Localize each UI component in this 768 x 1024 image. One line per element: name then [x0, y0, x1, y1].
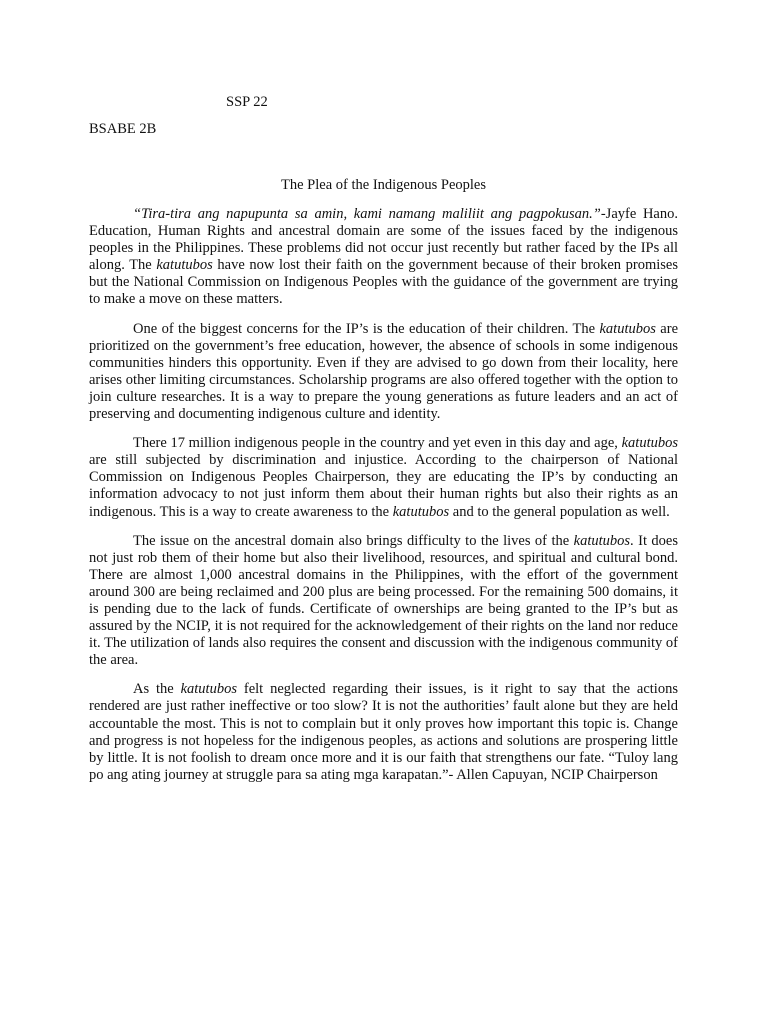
- italic-text-segment: katutubos: [621, 435, 678, 452]
- essay-paragraph: [89, 321, 678, 424]
- text-segment: are prioritized on the government’s free education, however, the absence of schools in some indigenous communities hinders this opportunity. Even if they are advised to go down from their locality, here arises other limiting circumstances. Scholarship programs are also offered together with the option to join culture researches. It is a way to prepare the young generations as future leaders and an act of preserving and documenting indigenous culture and identity.: [89, 320, 678, 423]
- text-segment: As the: [133, 681, 181, 698]
- class-section: BSABE 2B: [89, 121, 157, 137]
- text-segment: There 17 million indigenous people in the country and yet even in this day and age,: [133, 435, 622, 452]
- italic-text-segment: katutubos: [180, 681, 237, 698]
- essay-paragraph: [89, 681, 678, 784]
- essay-paragraph: [89, 533, 678, 670]
- italic-text-segment: katutubos: [599, 320, 656, 337]
- text-segment: and to the general population as well.: [449, 503, 670, 520]
- text-segment: One of the biggest concerns for the IP’s is the education of their children. The: [133, 320, 600, 337]
- essay-paragraph: [89, 206, 678, 309]
- text-segment: . It does not just rob them of their home but also their livelihood, resources, and spiritual and cultural bond. There are almost 1,000 ancestral domains in the Philippines, with the effort of the government around 300 are being reclaimed and 200 plus are being processed. For the remaining 500 domains, it is pending due to the lack of funds. Certificate of ownerships are being granted to the IP’s but as assured by the NCIP, it is not required for the acknowledgement of their rights on the land nor reduce it. The utilization of lands also requires the consent and discussion with the indigenous community of the area.: [89, 532, 679, 669]
- course-code: SSP 22: [226, 94, 268, 110]
- text-segment: have now lost their faith on the government because of their broken promises but the National Commission on Indigenous Peoples with the guidance of the government are trying to make a move on these matters.: [89, 257, 678, 308]
- italic-text-segment: katutubos: [573, 532, 631, 549]
- italic-text-segment: katutubos: [392, 503, 450, 520]
- essay-title: The Plea of the Indigenous Peoples: [281, 177, 486, 193]
- text-segment: The issue on the ancestral domain also brings difficulty to the lives of the: [133, 532, 574, 549]
- text-segment: -Jayfe Hano. Education, Human Rights and ancestral domain are some of the issues faced by the indigenous peoples in the Philippines. These problems did not occur just recently but rather faced by the IPs all along. The: [89, 206, 678, 274]
- italic-text-segment: “Tira-tira ang napupunta sa amin, kami namang maliliit ang pagpokusan.”: [133, 206, 601, 222]
- italic-text-segment: katutubos: [156, 257, 213, 274]
- essay-paragraph: [89, 435, 678, 520]
- essay-body: [89, 206, 678, 784]
- text-segment: are still subjected by discrimination and injustice. According to the chairperson of National Commission on Indigenous Peoples Chairperson, they are educating the IP’s by conducting an information advocacy to not just inform them about their human rights but also their rights as an indigenous. This is a way to create awareness to the: [89, 452, 678, 520]
- text-segment: felt neglected regarding their issues, is it right to say that the actions rendered are just rather ineffective or too slow? It is not the authorities’ fault alone but they are held accountable the most. This is not to complain but it only proves how important this topic is. Change and progress is not hopeless for the indigenous peoples, as actions and solutions are prospering little by little. It is not foolish to dream once more and it is our faith that strengthens our fate. “Tuloy lang po ang ating journey at struggle para sa ating mga karapatan.”- Allen Capuyan, NCIP Chairperson: [89, 681, 678, 783]
